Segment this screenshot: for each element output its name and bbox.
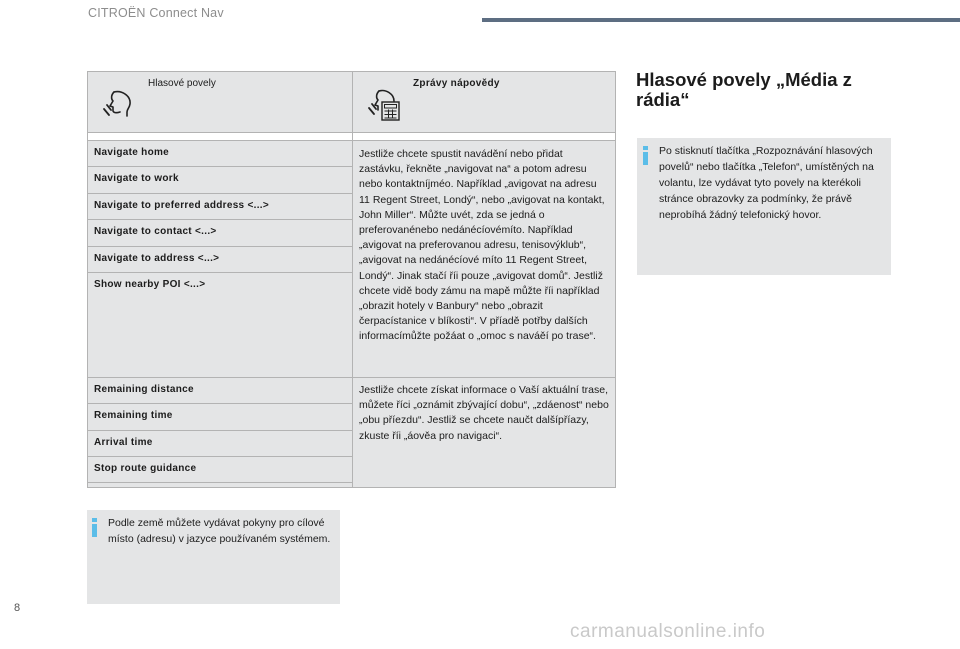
command-stop-route-guidance: Stop route guidance [88,457,353,483]
help-text-navigation: Jestliže chcete spustit navádění nebo přidat zastávku, řekněte „navigovat na“ a potom adresu nebo kontaktníjméo. Například „avigovat na adresu 11 Regent Street, Londý“, nebo „avigovat na kontakt, John Miller“. Můžte uvét, zda se jedná o preferovanénebo nedánécíovémíto. Například „avigovat na preferovanou adresu, tenisovýklub“, „avigovat na nedánécíové míto 11 Regent Street, Londý“. Jinak stačí říi pouze „avigovat domů“. Jestliž chcete vidě body zámu na mapě můžte říi například „obrazit hotely v Banbury“ nebo „obrazit čerpacístanice v blíkosti“. V příadě potřby dalších informacímůžte požáat o „omoc s naváěí po trase“. [353,141,616,378]
command-navigate-work: Navigate to work [88,167,353,194]
note-box-voice-activation [637,138,891,275]
command-remaining-time: Remaining time [88,404,353,431]
command-arrival-time: Arrival time [88,431,353,457]
table-header-label: Hlasové povely [148,78,216,89]
table-header-label: Zprávy nápovědy [413,78,500,89]
table-filler [88,483,353,488]
header-title: CITROËN Connect Nav [88,6,224,20]
command-show-nearby-poi: Show nearby POI <...> [88,273,353,378]
page-number: 8 [14,602,21,614]
command-navigate-address: Navigate to address <...> [88,247,353,273]
command-navigate-home: Navigate home [88,141,353,167]
note-box-language [87,510,340,604]
help-text-route-info: Jestliže chcete získat informace o Vaší aktuální trase, můžete říci „oznámit zbývající dobu“, „zdáenost“ nebo „obu příezdu“. Jestliž se chcete naučt dalšípříazy, zkuste říi „áověa pro navigaci“. [353,378,616,488]
watermark: carmanualsonline.info [570,621,766,642]
info-icon [643,146,648,165]
note-text-language: Podle země můžete vydávat pokyny pro cílové místo (adresu) v jazyce používaném systémem. [108,517,331,545]
table-header-voice-commands [88,72,353,133]
note-text-voice-activation: Po stisknutí tlačítka „Rozpoznávání hlasových povelů“ nebo tlačítka „Telefon“, umístěných na volantu, lze vydávat tyto povely na kterékoli stránce obrazovky za podmínky, že právě neprobíhá žádný telefonický hovor. [659,145,874,221]
info-icon [92,518,97,537]
section-title: Hlasové povely „Média z rádia“ [636,69,852,110]
voice-command-table [87,71,616,488]
header-bar [482,18,960,22]
command-navigate-contact: Navigate to contact <...> [88,220,353,247]
command-navigate-preferred-address: Navigate to preferred address <...> [88,194,353,220]
speaking-head-icon [102,87,136,121]
command-remaining-distance: Remaining distance [88,378,353,404]
table-header-help-messages [353,72,616,133]
speaking-head-keypad-icon [367,87,401,121]
